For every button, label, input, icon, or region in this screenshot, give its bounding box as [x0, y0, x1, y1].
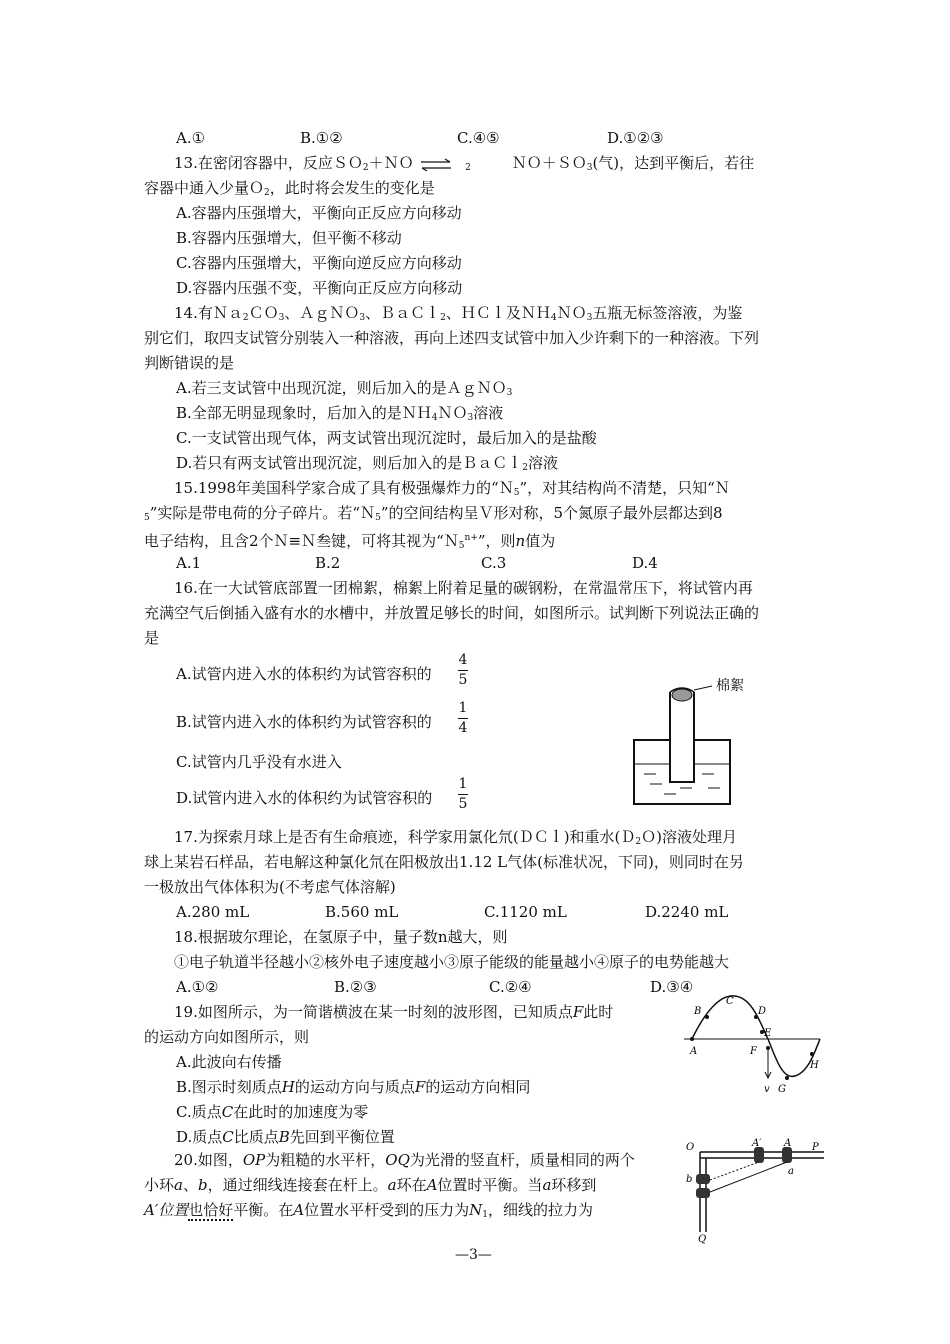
- q18-line1: 18.根据玻尔理论，在氢原子中，量子数n越大，则: [174, 928, 508, 946]
- wave-label-v: v: [764, 1084, 770, 1095]
- q15-option-a: A.1: [176, 554, 202, 572]
- q19-option-d: D.质点C比质点B先回到平衡位置: [176, 1128, 395, 1146]
- fraction-4-5: 4 5: [458, 652, 468, 688]
- wave-label-e: E: [764, 1028, 772, 1039]
- q16-option-b: B.试管内进入水的体积约为试管容积的: [176, 713, 432, 731]
- fraction-1-4: 1 4: [458, 700, 468, 736]
- q12-option-a: A.①: [176, 129, 206, 147]
- q16-line2: 充满空气后倒插入盛有水的水槽中，并放置足够长的时间，如图所示。试判断下列说法正确的: [144, 604, 760, 622]
- fig-label-a-prime: A′: [752, 1138, 762, 1149]
- q19-option-b: B.图示时刻质点H的运动方向与质点F的运动方向相同: [176, 1078, 531, 1096]
- q19-line2: 的运动方向如图所示，则: [144, 1028, 310, 1046]
- q16-option-a: A.试管内进入水的体积约为试管容积的: [176, 665, 432, 683]
- q19-line1: 19.如图所示，为一简谐横波在某一时刻的波形图，已知质点F此时: [174, 1003, 614, 1021]
- wave-label-f: F: [750, 1046, 757, 1057]
- q17-line2: 球上某岩石样品，若电解这种氯化氘在阳极放出1.12 L气体(标准状况，下同)，则同时在另: [144, 853, 744, 871]
- page-number: —3—: [455, 1247, 492, 1263]
- q17-option-b: B.560 mL: [325, 903, 399, 921]
- q13-line2: 容器中通入少量Ｏ$_2$，此时将会发生的变化是: [144, 179, 435, 198]
- q15-line1: 15.1998年美国科学家合成了具有极强爆炸力的“Ｎ$_5$”，对其结构尚不清楚，只知“Ｎ: [174, 479, 730, 498]
- wave-label-h: H: [810, 1060, 819, 1071]
- q14-line2: 别它们，取四支试管分别装入一种溶液，再向上述四支试管中加入少许剩下的一种溶液。下列: [144, 329, 760, 347]
- fig-label-q: Q: [698, 1234, 707, 1245]
- q13-line1: 13.在密闭容器中，反应ＳＯ$_2$＋ＮＯ $_2$ ＮＯ＋ＳＯ$_3$(气)，达到平衡后，若往: [174, 154, 755, 173]
- q13-option-a: A.容器内压强增大，平衡向正反应方向移动: [176, 204, 462, 222]
- q14-line1: 14.有Ｎａ$_2$ＣＯ$_3$、ＡｇＮＯ$_3$、ＢａＣｌ$_2$、ＨＣｌ及ＮＨ$_4$ＮＯ$_3$五瓶无标签溶液，为鉴: [174, 304, 743, 323]
- fig-label-p: P: [812, 1142, 819, 1153]
- q13-option-d: D.容器内压强不变，平衡向正反应方向移动: [176, 279, 463, 297]
- fig-label-a: A: [784, 1138, 792, 1149]
- fig-label-o: O: [686, 1142, 695, 1153]
- q20-line3: A′位置也恰好平衡。在A位置水平杆受到的压力为$N_1$，细线的拉力为: [144, 1201, 594, 1220]
- q16-option-d: D.试管内进入水的体积约为试管容积的: [176, 789, 433, 807]
- wave-label-g: G: [778, 1084, 786, 1095]
- q17-line3: 一极放出气体体积为(不考虑气体溶解): [144, 878, 396, 896]
- q17-option-d: D.2240 mL: [645, 903, 729, 921]
- q14-option-a: A.若三支试管中出现沉淀，则后加入的是ＡｇＮＯ$_3$: [176, 379, 513, 398]
- wave-label-c: C: [726, 996, 734, 1007]
- q12-option-b: B.①②: [300, 129, 343, 147]
- q14-line3: 判断错误的是: [144, 354, 235, 372]
- equilibrium-arrows-icon: [418, 157, 454, 171]
- q16-line3: 是: [144, 629, 160, 647]
- q14-option-d: D.若只有两支试管出现沉淀，则后加入的是ＢａＣｌ$_2$溶液: [176, 454, 559, 473]
- q14-option-c: C.一支试管出现气体，两支试管出现沉淀时，最后加入的是盐酸: [176, 429, 597, 447]
- q13-option-b: B.容器内压强增大，但平衡不移动: [176, 229, 402, 247]
- cotton-label: 棉絮: [716, 678, 744, 694]
- fig-label-ring-a: a: [788, 1166, 794, 1177]
- q12-option-d: D.①②③: [607, 129, 664, 147]
- q19-option-a: A.此波向右传播: [176, 1053, 282, 1071]
- q15-option-b: B.2: [315, 554, 341, 572]
- fig-label-b: b: [686, 1174, 693, 1185]
- q18-option-b: B.②③: [334, 978, 377, 996]
- q18-option-a: A.①②: [176, 978, 219, 996]
- q13-option-c: C.容器内压强增大，平衡向逆反应方向移动: [176, 254, 462, 272]
- fraction-1-5: 1 5: [458, 776, 468, 812]
- q18-line2: ①电子轨道半径越小②核外电子速度越小③原子能级的能量越小④原子的电势能越大: [174, 953, 730, 971]
- wave-label-b: B: [694, 1006, 702, 1017]
- q16-option-c: C.试管内几乎没有水进入: [176, 753, 342, 771]
- q15-option-c: C.3: [481, 554, 507, 572]
- q17-line1: 17.为探索月球上是否有生命痕迹，科学家用氯化氘(ＤＣｌ)和重水(Ｄ$_2$Ｏ)溶液处理月: [174, 828, 738, 847]
- q17-option-c: C.1120 mL: [484, 903, 567, 921]
- q12-option-c: C.④⑤: [457, 129, 500, 147]
- wave-figure: [680, 992, 830, 1102]
- q15-line2: $_5$”实际是带电荷的分子碎片。若“Ｎ$_5$”的空间结构呈Ｖ形对称，5个氮原子最外层都达到8: [144, 504, 723, 523]
- q18-option-d: D.③④: [650, 978, 694, 996]
- q14-option-b: B.全部无明显现象时，后加入的是ＮＨ$_4$ＮＯ$_3$溶液: [176, 404, 504, 423]
- q20-line1: 20.如图，OP为粗糙的水平杆，OQ为光滑的竖直杆，质量相同的两个: [174, 1151, 635, 1169]
- q18-option-c: C.②④: [489, 978, 532, 996]
- q19-option-c: C.质点C在此时的加速度为零: [176, 1103, 369, 1121]
- q16-line1: 16.在一大试管底部置一团棉絮，棉絮上附着足量的碳钢粉，在常温常压下，将试管内再: [174, 579, 753, 597]
- rings-on-rods-figure: [684, 1138, 834, 1245]
- wave-label-d: D: [758, 1006, 767, 1017]
- q15-option-d: D.4: [632, 554, 658, 572]
- inverted-test-tube-figure: [628, 680, 748, 810]
- q15-line3: 电子结构，且含2个Ｎ≡Ｎ叁键，可将其视为“Ｎ$_5^{n+}$”，则n值为: [144, 532, 556, 551]
- q20-line2: 小环a、b，通过细线连接套在杆上。a环在A位置时平衡。当a环移到: [144, 1176, 597, 1194]
- wave-label-a: A: [690, 1046, 698, 1057]
- q17-option-a: A.280 mL: [176, 903, 250, 921]
